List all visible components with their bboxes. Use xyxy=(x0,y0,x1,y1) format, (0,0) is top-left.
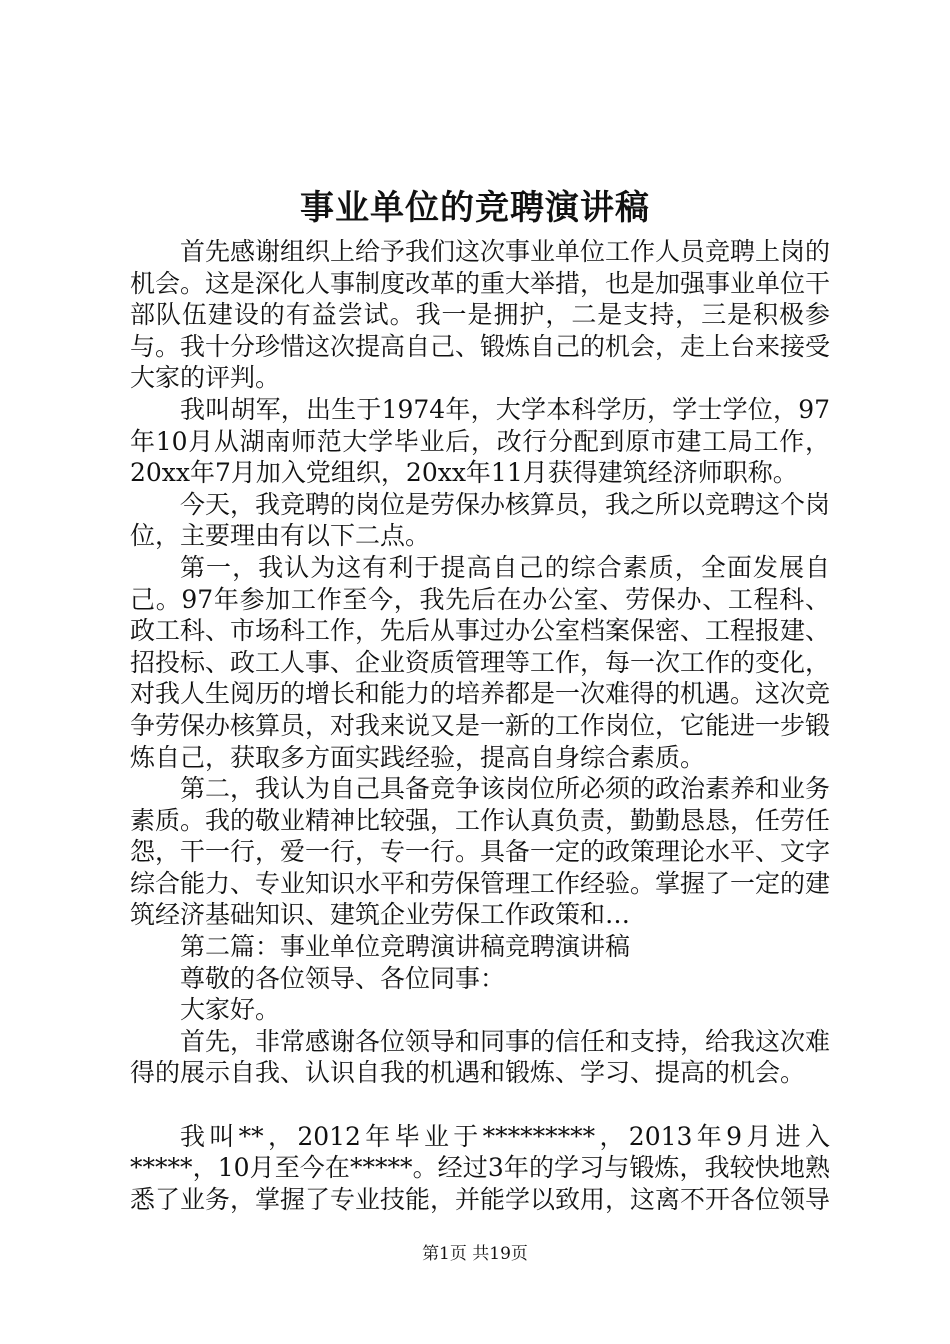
paragraph: 我叫胡军，出生于1974年，大学本科学历，学士学位，97年10月从湖南师范大学毕业后，改行分配到原市建工局工作，20xx年7月加入党组织，20xx年11月获得建筑经济师职称。 xyxy=(130,394,830,488)
page-number: 第1页 共19页 xyxy=(422,1244,528,1264)
section-heading: 第二篇：事业单位竞聘演讲稿竞聘演讲稿 xyxy=(180,932,631,962)
salutation: 尊敬的各位领导、各位同事： xyxy=(180,963,506,993)
document-title: 事业单位的竞聘演讲稿 xyxy=(300,188,650,228)
document-body xyxy=(130,236,830,1215)
greeting: 大家好。 xyxy=(180,995,281,1025)
paragraph: 首先，非常感谢各位领导和同事的信任和支持，给我这次难得的展示自我、认识自我的机遇和锻炼、学习、提高的机会。 xyxy=(130,1026,831,1088)
paragraph: 今天，我竞聘的岗位是劳保办核算员，我之所以竞聘这个岗位，主要理由有以下二点。 xyxy=(130,489,831,551)
paragraph: 我叫**，2012年毕业于*********，2013年9月进入*****，10月至今在*****。经过3年的学习与锻炼，我较快地熟悉了业务，掌握了专业技能，并能学以致用，这离不开各位领导 xyxy=(130,1121,831,1214)
paragraph: 第一，我认为这有利于提高自己的综合素质，全面发展自己。97年参加工作至今，我先后在办公室、劳保办、工程科、政工科、市场科工作，先后从事过办公室档案保密、工程报建、招投标、政工人事、企业资质管理等工作，每一次工作的变化，对我人生阅历的增长和能力的培养都是一次难得的机遇。这次竞争劳保办核算员，对我来说又是一新的工作岗位，它能进一步锻炼自己，获取多方面实践经验，提高自身综合素质。 xyxy=(130,552,831,772)
paragraph: 第二，我认为自己具备竞争该岗位所必须的政治素养和业务素质。我的敬业精神比较强，工作认真负责，勤勤恳恳，任劳任怨，干一行，爱一行，专一行。具备一定的政策理论水平、文字综合能力、专业知识水平和劳保管理工作经验。掌握了一定的建筑经济基础知识、建筑企业劳保工作政策和… xyxy=(130,774,831,930)
paragraph: 首先感谢组织上给予我们这次事业单位工作人员竞聘上岗的机会。这是深化人事制度改革的重大举措，也是加强事业单位干部队伍建设的有益尝试。我一是拥护，二是支持，三是积极参与。我十分珍惜这次提高自己、锻炼自己的机会，走上台来接受大家的评判。 xyxy=(130,237,831,393)
